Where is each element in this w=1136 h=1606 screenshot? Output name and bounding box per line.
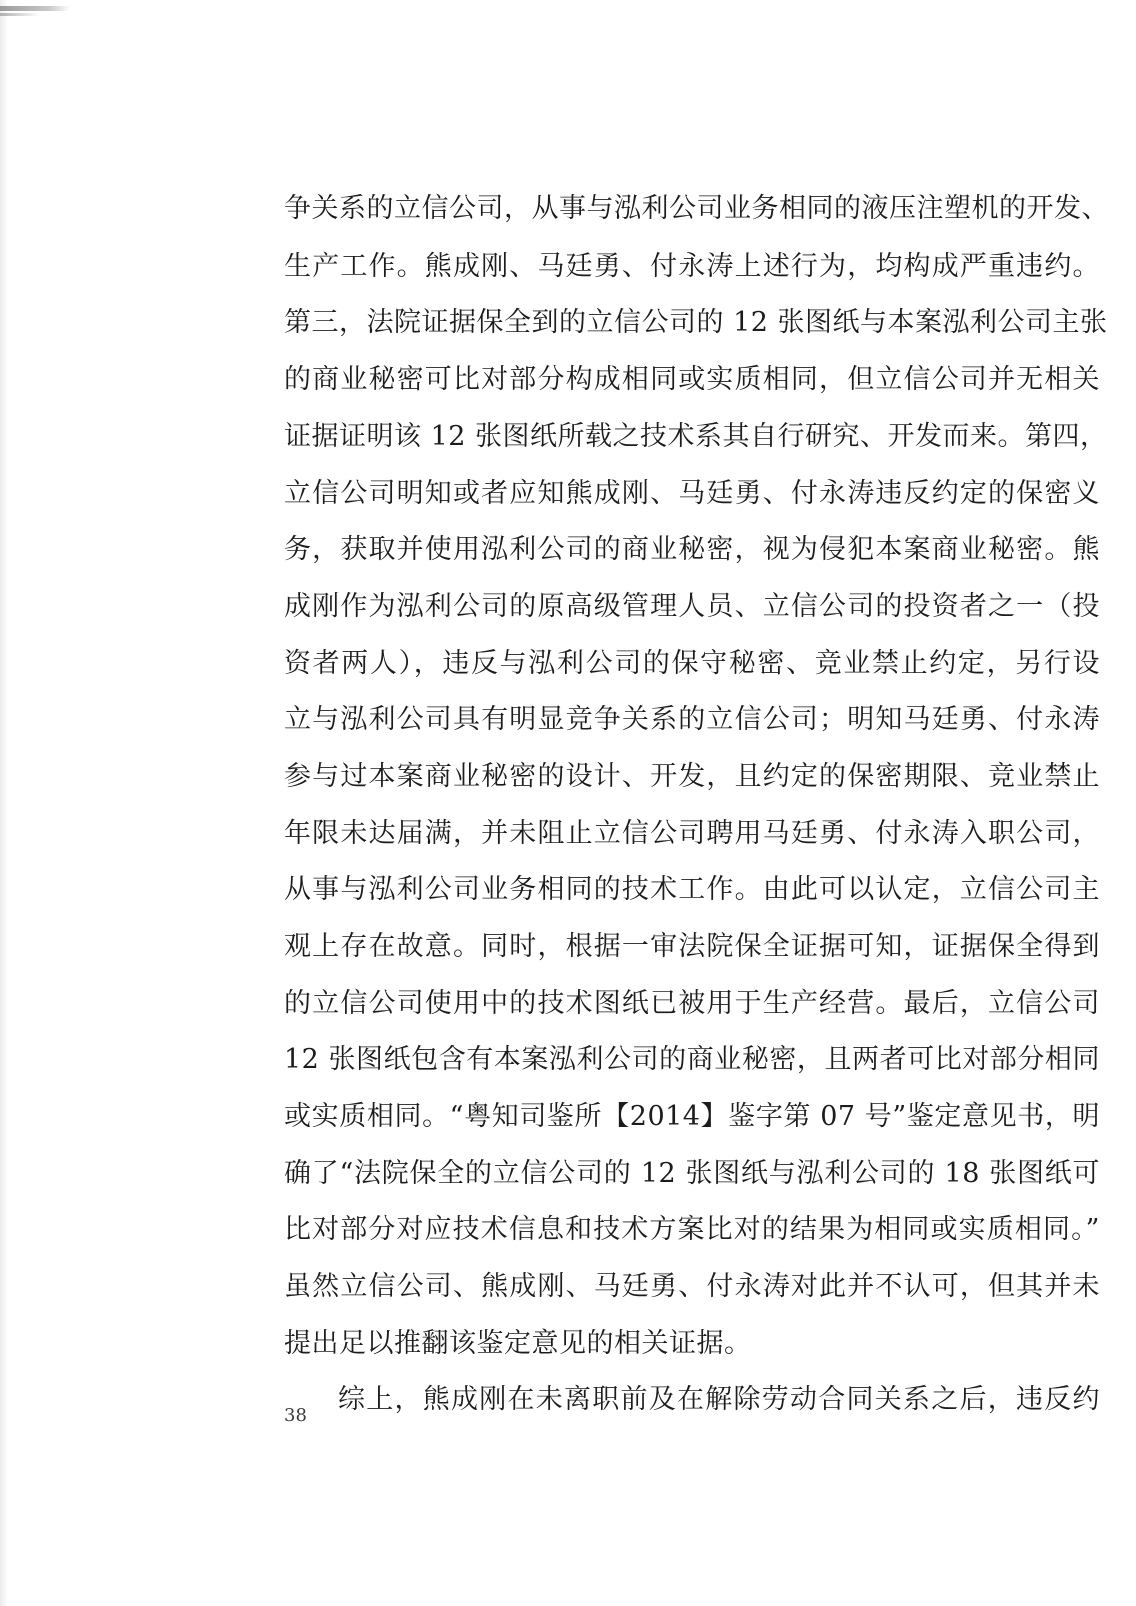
text-line: 立与泓利公司具有明显竞争关系的立信公司；明知马廷勇、付永涛 <box>284 704 1100 735</box>
text-line: 从事与泓利公司业务相同的技术工作。由此可以认定，立信公司主 <box>284 874 1100 905</box>
text-line: 提出足以推翻该鉴定意见的相关证据。 <box>284 1328 752 1359</box>
text-line: 确了“法院保全的立信公司的 12 张图纸与泓利公司的 18 张图纸可 <box>284 1158 1100 1189</box>
text-line: 12 张图纸包含有本案泓利公司的商业秘密，且两者可比对部分相同 <box>284 1044 1100 1075</box>
text-line: 的商业秘密可比对部分构成相同或实质相同，但立信公司并无相关 <box>284 364 1100 395</box>
text-line: 立信公司明知或者应知熊成刚、马廷勇、付永涛违反约定的保密义 <box>284 478 1100 509</box>
text-line: 参与过本案商业秘密的设计、开发，且约定的保密期限、竞业禁止 <box>284 761 1100 792</box>
text-line: 观上存在故意。同时，根据一审法院保全证据可知，证据保全得到 <box>284 931 1100 962</box>
text-line: 虽然立信公司、熊成刚、马廷勇、付永涛对此并不认可，但其并未 <box>284 1271 1100 1302</box>
text-line: 或实质相同。“粤知司鉴所【2014】鉴字第 07 号”鉴定意见书，明 <box>284 1101 1100 1132</box>
text-line: 成刚作为泓利公司的原高级管理人员、立信公司的投资者之一（投 <box>284 591 1100 622</box>
text-line: 的立信公司使用中的技术图纸已被用于生产经营。最后，立信公司 <box>284 988 1100 1019</box>
text-line-paragraph-start: 综上，熊成刚在未离职前及在解除劳动合同关系之后，违反约 <box>338 1384 1100 1415</box>
text-line: 第三，法院证据保全到的立信公司的 12 张图纸与本案泓利公司主张 <box>284 307 1108 338</box>
text-line: 资者两人），违反与泓利公司的保守秘密、竞业禁止约定，另行设 <box>284 648 1100 679</box>
text-line: 年限未达届满，并未阻止立信公司聘用马廷勇、付永涛入职公司， <box>284 818 1100 849</box>
text-line: 比对部分对应技术信息和技术方案比对的结果为相同或实质相同。” <box>284 1214 1100 1245</box>
text-line: 生产工作。熊成刚、马廷勇、付永涛上述行为，均构成严重违约。 <box>284 251 1100 282</box>
text-line: 证据证明该 12 张图纸所载之技术系其自行研究、开发而来。第四， <box>284 421 1108 452</box>
text-line: 务，获取并使用泓利公司的商业秘密，视为侵犯本案商业秘密。熊 <box>284 534 1100 565</box>
page-number: 38 <box>284 1405 307 1426</box>
text-line: 争关系的立信公司，从事与泓利公司业务相同的液压注塑机的开发、 <box>284 193 1109 224</box>
